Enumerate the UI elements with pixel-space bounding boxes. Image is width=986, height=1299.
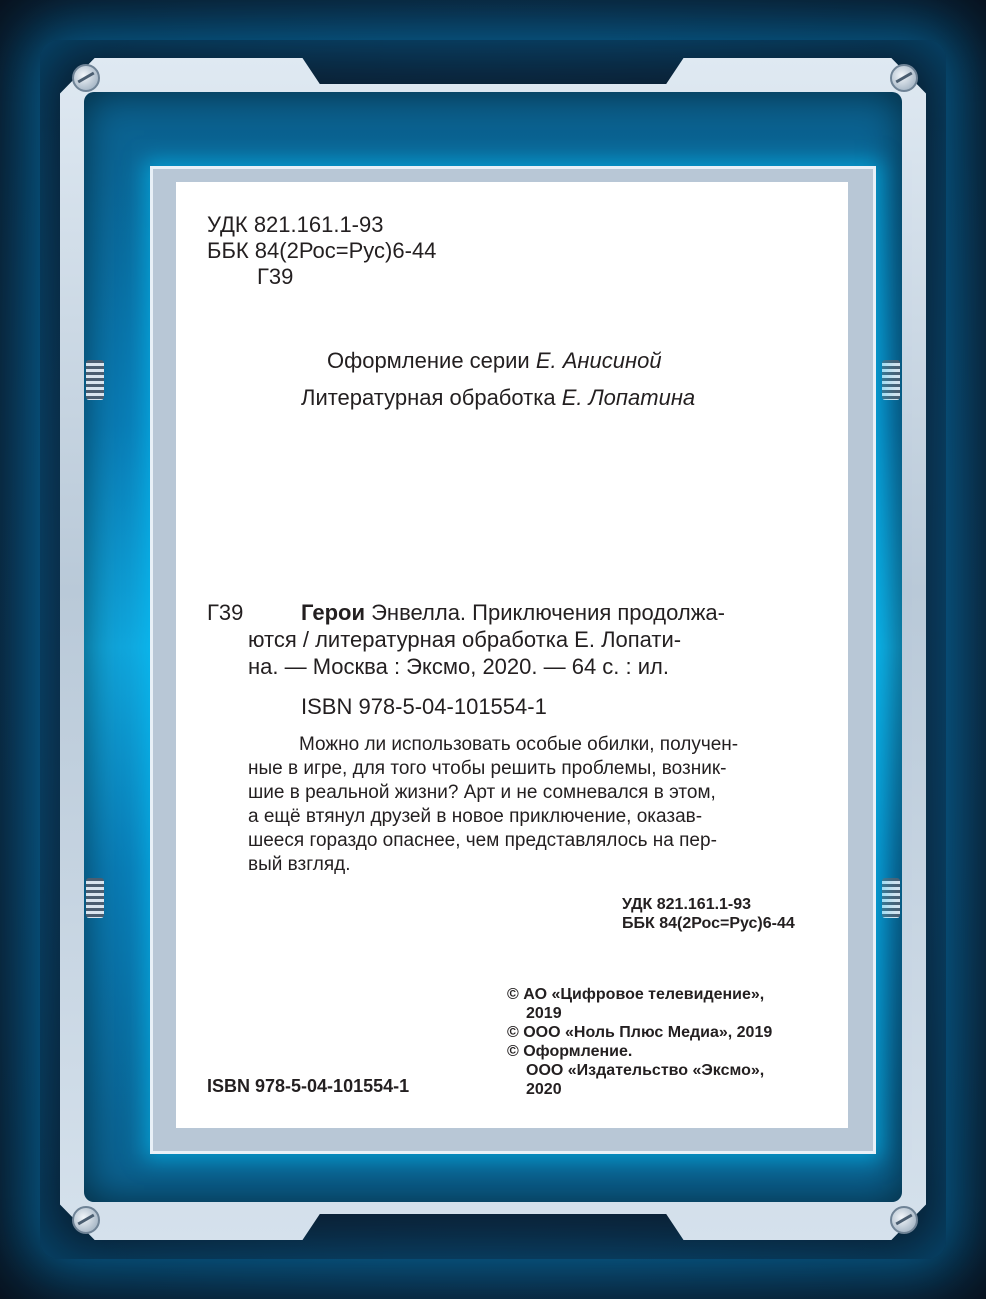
editor-name: Е. Лопатина bbox=[561, 385, 696, 410]
screw-icon bbox=[890, 64, 918, 92]
bottom-udk: УДК 821.161.1-93 bbox=[622, 896, 752, 913]
annotation-line: ные в игре, для того чтобы решить проблемы, возник- bbox=[248, 758, 727, 779]
annotation-line: Можно ли использовать особые обилки, получен- bbox=[299, 734, 739, 755]
annotation-line: а ещё втянул друзей в новое приключение, оказав- bbox=[248, 806, 703, 827]
vent-icon bbox=[86, 360, 104, 400]
copyright-line: ООО «Издательство «Эксмо», bbox=[526, 1062, 765, 1079]
vent-icon bbox=[882, 878, 900, 918]
designer-name: Е. Анисиной bbox=[535, 348, 662, 373]
copyright-line: © ООО «Ноль Плюс Медиа», 2019 bbox=[507, 1024, 773, 1041]
design-credit: Оформление серии Е. Анисиной bbox=[327, 348, 662, 373]
annotation-line: вый взгляд. bbox=[248, 854, 351, 875]
screw-icon bbox=[890, 1206, 918, 1234]
entry-mark: Г39 bbox=[207, 600, 244, 625]
screw-icon bbox=[72, 1206, 100, 1234]
copyright-line: 2019 bbox=[526, 1005, 562, 1022]
udk-code: УДК 821.161.1-93 bbox=[207, 212, 384, 237]
copyright-line: © АО «Цифровое телевидение», bbox=[507, 986, 765, 1003]
bottom-bbk: ББК 84(2Рос=Рус)6-44 bbox=[622, 915, 795, 932]
annotation-line: шееся гораздо опаснее, чем представлялось на пер- bbox=[248, 830, 717, 851]
bbk-code: ББК 84(2Рос=Рус)6-44 bbox=[207, 238, 437, 263]
vent-icon bbox=[882, 360, 900, 400]
screw-icon bbox=[72, 64, 100, 92]
vent-icon bbox=[86, 878, 104, 918]
copyright-page bbox=[176, 182, 848, 1128]
entry-title: Герои bbox=[301, 600, 365, 625]
copyright-line: © Оформление. bbox=[507, 1043, 633, 1060]
bottom-isbn: ISBN 978-5-04-101554-1 bbox=[207, 1076, 410, 1096]
entry-line-3: на. — Москва : Эксмо, 2020. — 64 с. : ил. bbox=[248, 654, 669, 679]
author-mark: Г39 bbox=[257, 264, 294, 289]
entry-line-2: ются / литературная обработка Е. Лопати- bbox=[248, 627, 682, 652]
copyright-line: 2020 bbox=[526, 1081, 562, 1098]
editor-credit: Литературная обработка Е. Лопатина bbox=[301, 385, 696, 410]
entry-isbn: ISBN 978-5-04-101554-1 bbox=[301, 694, 547, 719]
annotation-line: шие в реальной жизни? Арт и не сомневался в этом, bbox=[248, 782, 716, 803]
entry-line-1: Герои Энвелла. Приключения продолжа- bbox=[301, 600, 725, 625]
